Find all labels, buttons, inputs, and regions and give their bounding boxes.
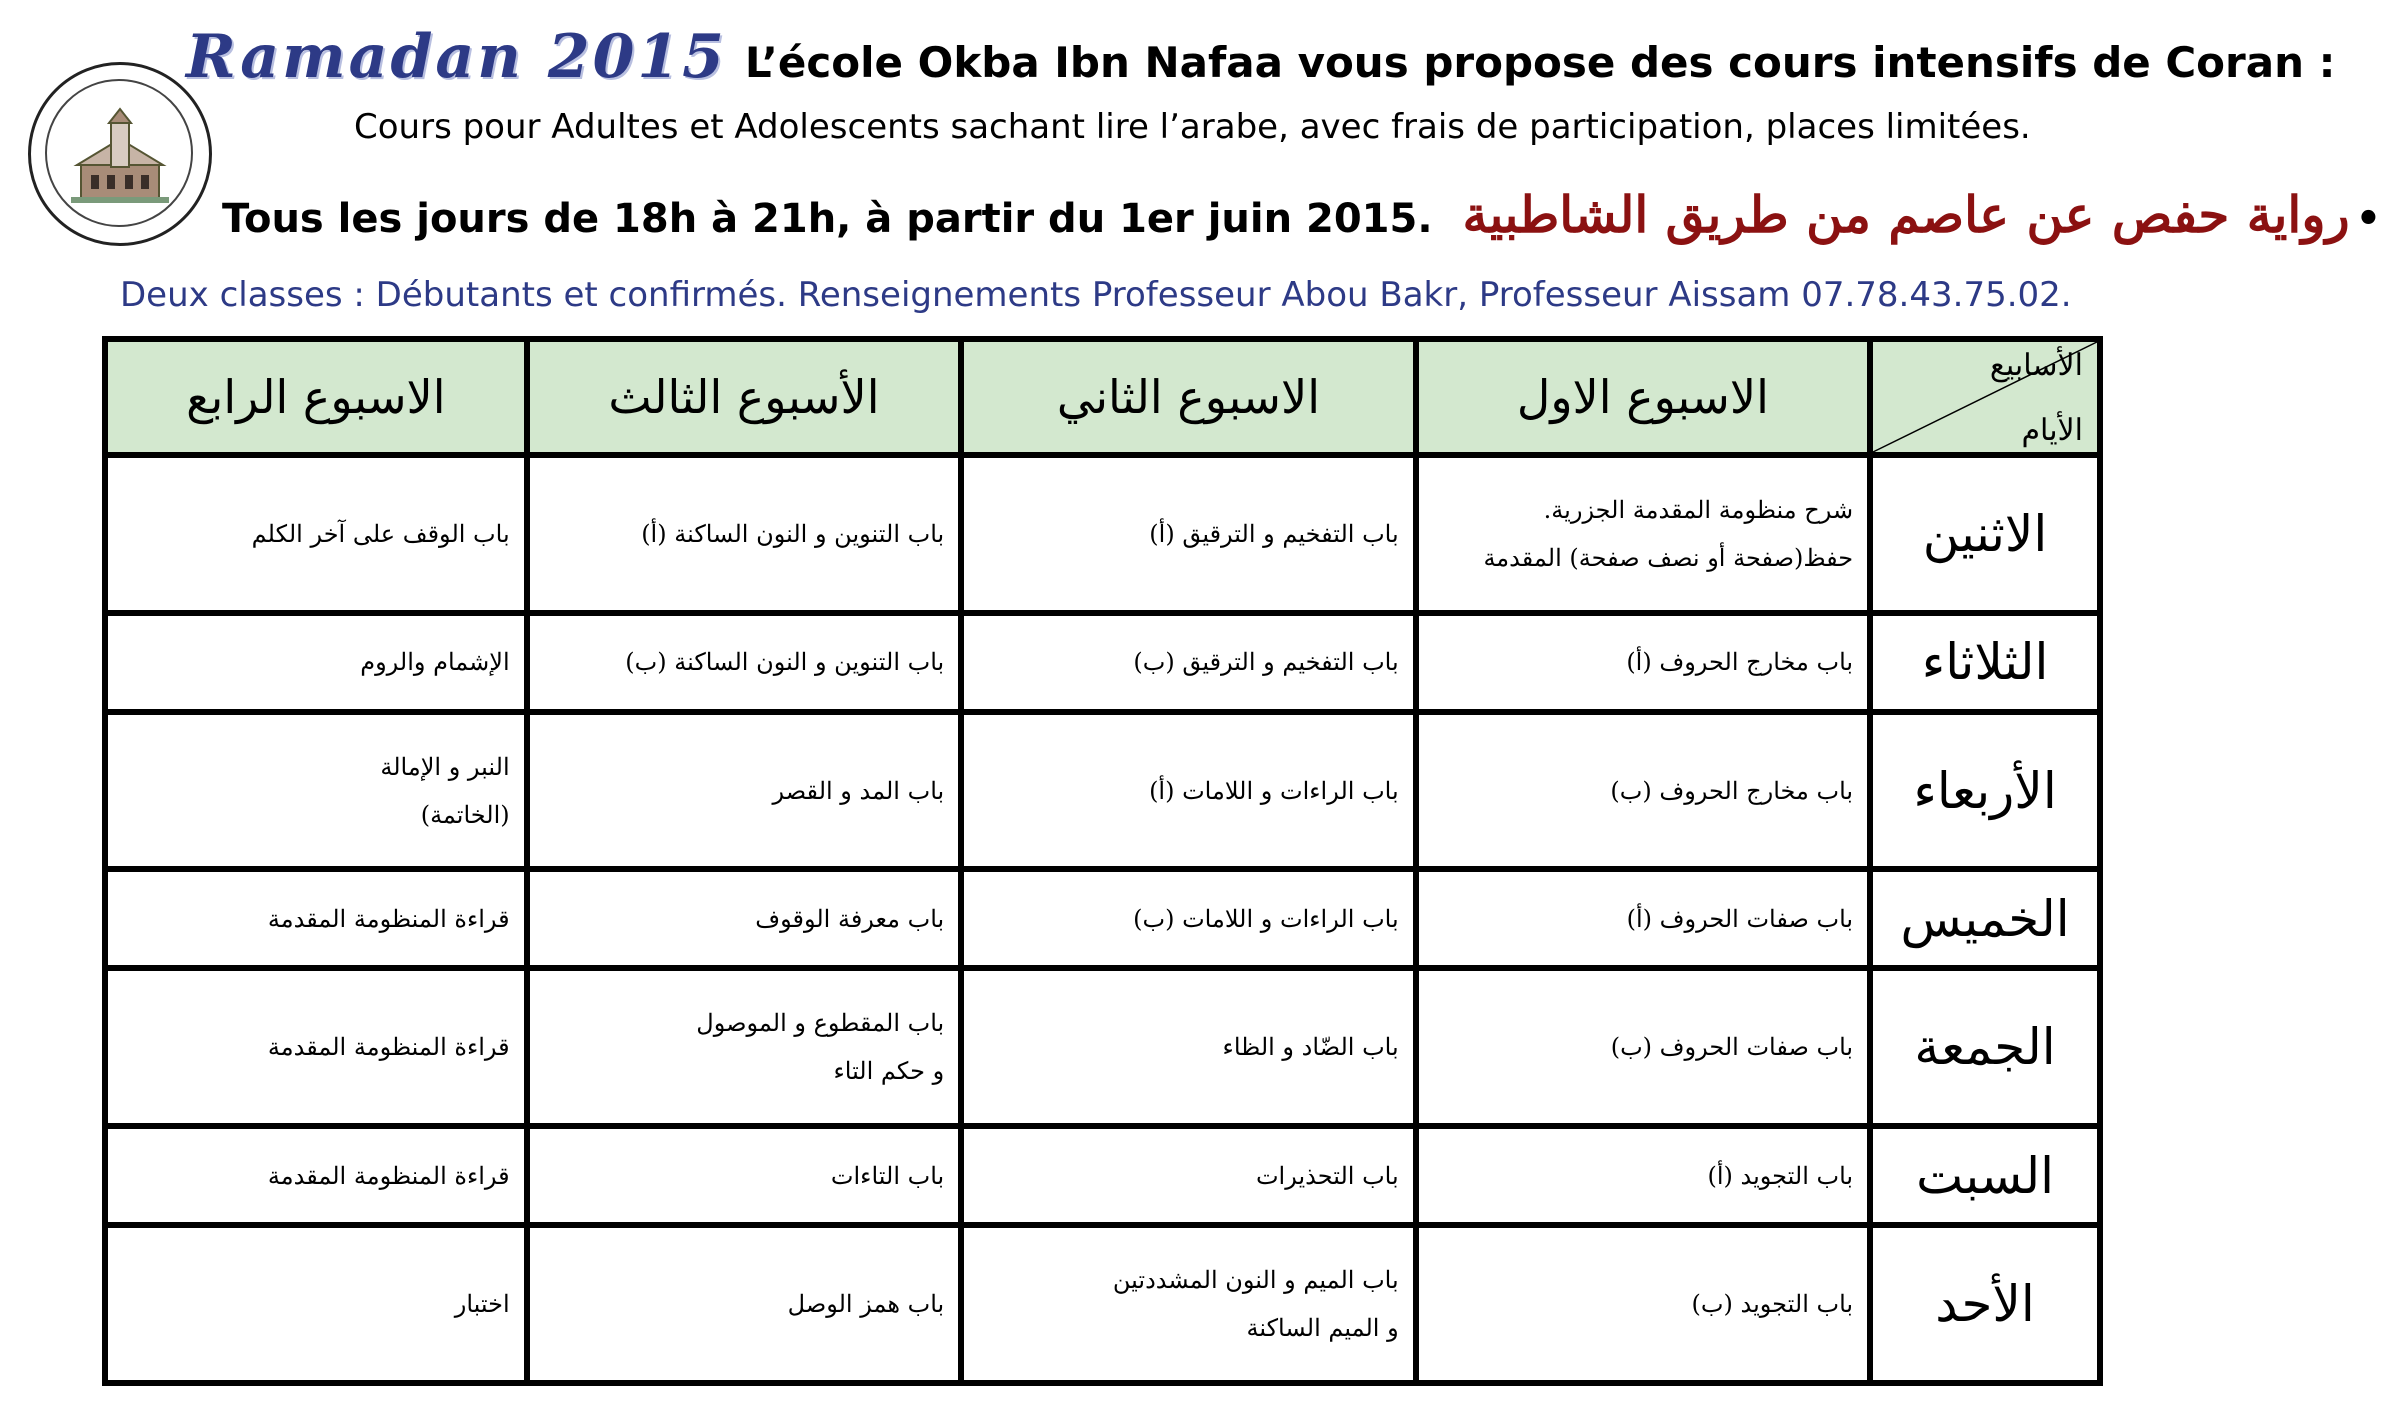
cell-line: باب المقطوع و الموصول xyxy=(696,1009,945,1038)
week-3-cell xyxy=(527,455,962,613)
schedule-hours: Tous les jours de 18h à 21h, à partir du 1er juin 2015. xyxy=(222,196,1433,242)
week-2-cell xyxy=(961,613,1415,712)
week-4-cell xyxy=(105,712,527,870)
cell-line: النبر و الإمالة xyxy=(380,752,510,781)
week-3-cell xyxy=(527,1126,962,1225)
cell-line: قراءة المنظومة المقدمة xyxy=(267,904,510,933)
day-cell: الأربعاء xyxy=(1870,712,2100,870)
table-row xyxy=(105,455,2100,613)
table-row xyxy=(105,613,2100,712)
bullet: • xyxy=(2355,196,2381,242)
week-3-header: الأسبوع الثالث xyxy=(527,339,962,455)
cell-line: قراءة المنظومة المقدمة xyxy=(267,1033,510,1062)
cell-line: باب التاءات xyxy=(830,1161,945,1190)
cell-line: باب التفخيم و الترقيق (ب) xyxy=(1133,648,1399,677)
week-2-cell xyxy=(961,869,1415,968)
mosque-icon xyxy=(31,65,209,243)
day-cell: الخميس xyxy=(1870,869,2100,968)
week-3-cell xyxy=(527,712,962,870)
cell-line: باب صفات الحروف (أ) xyxy=(1626,904,1854,933)
table-row xyxy=(105,1225,2100,1383)
day-cell: الأحد xyxy=(1870,1225,2100,1383)
week-4-cell xyxy=(105,1225,527,1383)
cell-line: باب التحذيرات xyxy=(1255,1161,1399,1190)
table-row xyxy=(105,1126,2100,1225)
week-3-cell xyxy=(527,968,962,1126)
cell-line: و الميم الساكنة xyxy=(1246,1314,1399,1343)
cell-line: باب التنوين و النون الساكنة (ب) xyxy=(625,648,945,677)
school-intro: L’école Okba Ibn Nafaa vous propose des cours intensifs de Coran : xyxy=(744,38,2336,87)
cell-line: باب التنوين و النون الساكنة (أ) xyxy=(641,519,945,548)
week-1-cell xyxy=(1416,968,1870,1126)
corner-weeks-label: الأسابيع xyxy=(1989,348,2083,383)
cell-line: باب التجويد (ب) xyxy=(1691,1290,1854,1319)
cell-line: اختبار xyxy=(454,1290,510,1319)
week-2-cell xyxy=(961,1126,1415,1225)
day-cell: الجمعة xyxy=(1870,968,2100,1126)
week-3-cell xyxy=(527,869,962,968)
cell-line: الإشمام والروم xyxy=(360,648,510,677)
header-line-2: Cours pour Adultes et Adolescents sachant lire l’arabe, avec frais de participation, places limitées. xyxy=(354,107,2031,147)
cell-line: باب الراءات و اللامات (أ) xyxy=(1149,776,1399,805)
cell-line: باب الراءات و اللامات (ب) xyxy=(1133,904,1399,933)
header-line-4: Deux classes : Débutants et confirmés. Renseignements Professeur Abou Bakr, Professeur Aissam 07.78.43.75.02. xyxy=(120,275,2072,315)
cell-line: باب صفات الحروف (ب) xyxy=(1610,1033,1854,1062)
school-logo xyxy=(28,62,212,246)
day-cell: الثلاثاء xyxy=(1870,613,2100,712)
table-row xyxy=(105,712,2100,870)
table-row xyxy=(105,968,2100,1126)
cell-line: باب الضّاد و الظاء xyxy=(1222,1033,1399,1062)
week-4-cell xyxy=(105,1126,527,1225)
week-2-cell xyxy=(961,1225,1415,1383)
schedule-table xyxy=(102,336,2103,1386)
week-1-cell xyxy=(1416,1225,1870,1383)
week-4-cell xyxy=(105,613,527,712)
cell-line: قراءة المنظومة المقدمة xyxy=(267,1161,510,1190)
week-1-header: الاسبوع الاول xyxy=(1416,339,1870,455)
cell-line: حفظ(صفحة أو نصف صفحة) المقدمة xyxy=(1483,543,1854,572)
week-3-cell xyxy=(527,613,962,712)
cell-line: باب التفخيم و الترقيق (أ) xyxy=(1149,519,1399,548)
week-4-cell xyxy=(105,455,527,613)
corner-cell xyxy=(1870,339,2100,455)
week-1-cell xyxy=(1416,455,1870,613)
header-row xyxy=(105,339,2100,455)
schedule-body xyxy=(105,455,2100,1383)
header-line-3 xyxy=(222,185,2381,244)
week-3-cell xyxy=(527,1225,962,1383)
corner-days-label: الأيام xyxy=(2021,413,2083,448)
week-4-header: الاسبوع الرابع xyxy=(105,339,527,455)
week-1-cell xyxy=(1416,869,1870,968)
cell-line: باب معرفة الوقوف xyxy=(755,904,945,933)
week-1-cell xyxy=(1416,1126,1870,1225)
week-4-cell xyxy=(105,869,527,968)
day-cell: السبت xyxy=(1870,1126,2100,1225)
cell-line: و حكم التاء xyxy=(833,1057,945,1086)
header-line-1 xyxy=(186,22,2335,92)
cell-line: شرح منظومة المقدمة الجزرية. xyxy=(1543,495,1854,524)
cell-line: باب المد و القصر xyxy=(772,776,945,805)
cell-line: باب الوقف على آخر الكلم xyxy=(251,519,510,548)
cell-line: باب الميم و النون المشددتين xyxy=(1112,1266,1399,1295)
week-2-cell xyxy=(961,712,1415,870)
cell-line: (الخاتمة) xyxy=(420,800,510,829)
week-1-cell xyxy=(1416,613,1870,712)
ramadan-title: Ramadan 2015 xyxy=(186,22,727,92)
riwaya-arabic: رواية حفص عن عاصم من طريق الشاطبية xyxy=(1462,185,2350,244)
week-1-cell xyxy=(1416,712,1870,870)
cell-line: باب مخارج الحروف (أ) xyxy=(1626,648,1854,677)
cell-line: باب التجويد (أ) xyxy=(1707,1161,1854,1190)
week-4-cell xyxy=(105,968,527,1126)
week-2-header: الاسبوع الثاني xyxy=(961,339,1415,455)
day-cell: الاثنين xyxy=(1870,455,2100,613)
cell-line: باب مخارج الحروف (ب) xyxy=(1610,776,1854,805)
week-2-cell xyxy=(961,968,1415,1126)
table-row xyxy=(105,869,2100,968)
cell-line: باب همز الوصل xyxy=(787,1290,945,1319)
week-2-cell xyxy=(961,455,1415,613)
